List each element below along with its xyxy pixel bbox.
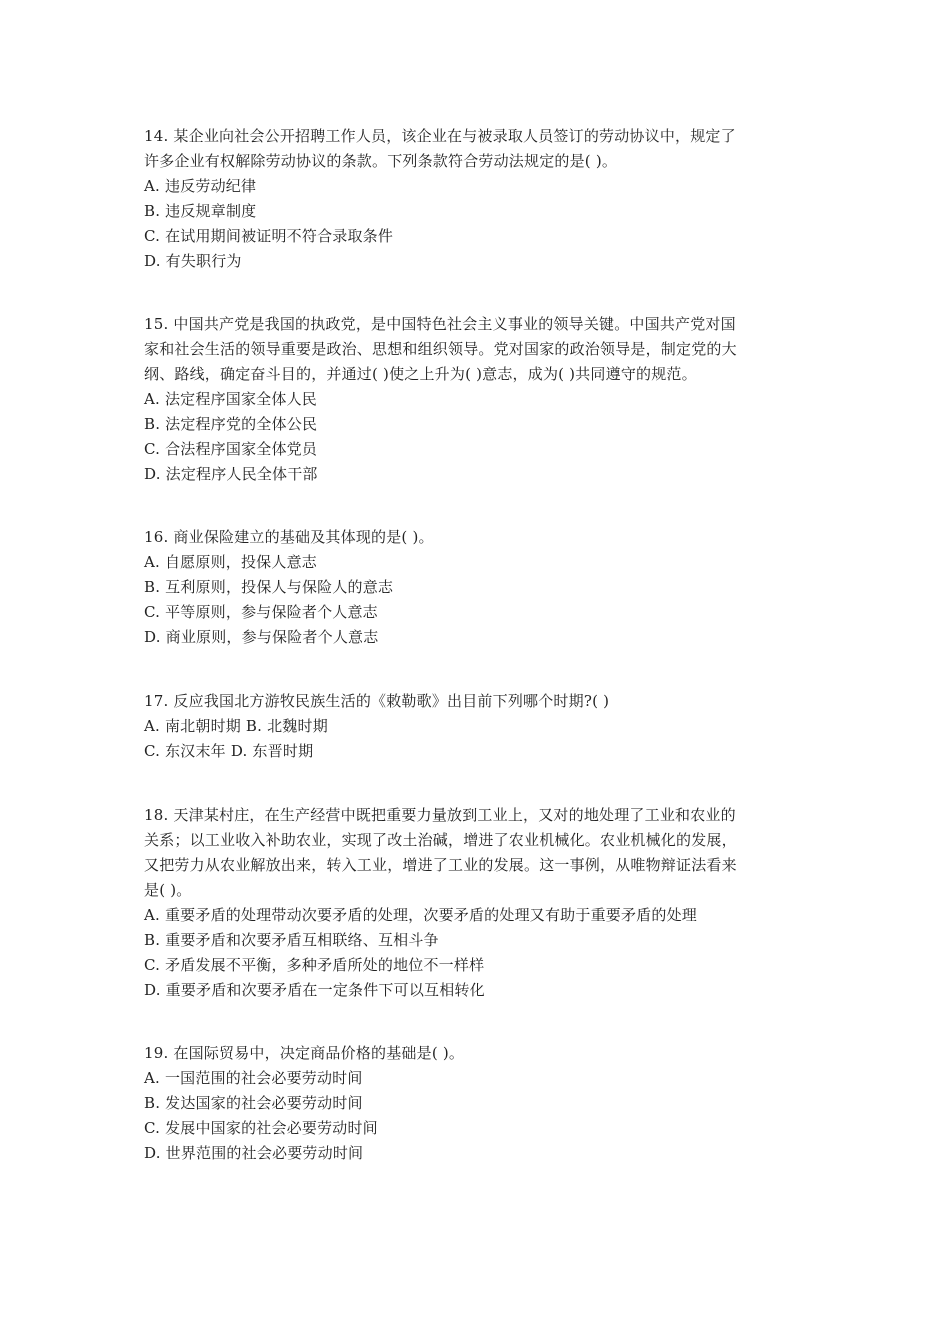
question-18-stem-line-1: 18. 天津某村庄，在生产经营中既把重要力量放到工业上，又对的地处理了工业和农业的 bbox=[144, 806, 736, 824]
question-15-option-b: B. 法定程序党的全体公民 bbox=[144, 415, 318, 433]
question-14-stem-line-1: 14. 某企业向社会公开招聘工作人员，该企业在与被录取人员签订的劳动协议中，规定了 bbox=[144, 127, 736, 145]
question-17-options-ab: A. 南北朝时期 B. 北魏时期 bbox=[144, 717, 328, 735]
question-17 bbox=[144, 689, 814, 764]
question-15-option-c: C. 合法程序国家全体党员 bbox=[144, 440, 318, 458]
question-19 bbox=[144, 1041, 814, 1166]
question-18-option-d: D. 重要矛盾和次要矛盾在一定条件下可以互相转化 bbox=[144, 981, 485, 999]
question-16-option-a: A. 自愿原则，投保人意志 bbox=[144, 553, 317, 571]
question-18-option-a: A. 重要矛盾的处理带动次要矛盾的处理，次要矛盾的处理又有助于重要矛盾的处理 bbox=[144, 906, 697, 924]
question-17-options-cd: C. 东汉末年 D. 东晋时期 bbox=[144, 742, 314, 760]
question-18-stem-line-4: 是( )。 bbox=[144, 881, 192, 899]
question-16-option-b: B. 互利原则，投保人与保险人的意志 bbox=[144, 578, 394, 596]
question-15-stem-line-1: 15. 中国共产党是我国的执政党，是中国特色社会主义事业的领导关键。中国共产党对国 bbox=[144, 315, 736, 333]
question-15-stem-line-3: 纲、路线，确定奋斗目的，并通过( )使之上升为( )意志，成为( )共同遵守的规范。 bbox=[144, 365, 697, 383]
question-15-option-a: A. 法定程序国家全体人民 bbox=[144, 390, 317, 408]
question-19-stem-line-1: 19. 在国际贸易中，决定商品价格的基础是( )。 bbox=[144, 1044, 465, 1062]
question-16-stem-line-1: 16. 商业保险建立的基础及其体现的是( )。 bbox=[144, 528, 434, 546]
question-14-option-d: D. 有失职行为 bbox=[144, 252, 242, 270]
question-19-option-d: D. 世界范围的社会必要劳动时间 bbox=[144, 1144, 364, 1162]
question-14-option-b: B. 违反规章制度 bbox=[144, 202, 257, 220]
question-14-option-a: A. 违反劳动纪律 bbox=[144, 177, 257, 195]
question-18-stem-line-2: 关系；以工业收入补助农业，实现了改土治碱，增进了农业机械化。农业机械化的发展， bbox=[144, 831, 737, 849]
question-15 bbox=[144, 312, 814, 487]
question-15-stem-line-2: 家和社会生活的领导重要是政治、思想和组织领导。党对国家的政治领导是，制定党的大 bbox=[144, 340, 737, 358]
question-14-stem-line-2: 许多企业有权解除劳动协议的条款。下列条款符合劳动法规定的是( )。 bbox=[144, 152, 618, 170]
question-16-option-d: D. 商业原则，参与保险者个人意志 bbox=[144, 628, 379, 646]
question-18-option-c: C. 矛盾发展不平衡，多种矛盾所处的地位不一样样 bbox=[144, 956, 485, 974]
question-16 bbox=[144, 525, 814, 650]
question-18-option-b: B. 重要矛盾和次要矛盾互相联络、互相斗争 bbox=[144, 931, 439, 949]
question-19-option-c: C. 发展中国家的社会必要劳动时间 bbox=[144, 1119, 378, 1137]
question-17-stem-line-1: 17. 反应我国北方游牧民族生活的《敕勒歌》出目前下列哪个时期?( ) bbox=[144, 692, 610, 710]
question-14 bbox=[144, 124, 814, 274]
question-15-option-d: D. 法定程序人民全体干部 bbox=[144, 465, 318, 483]
question-19-option-a: A. 一国范围的社会必要劳动时间 bbox=[144, 1069, 363, 1087]
question-18 bbox=[144, 803, 814, 1003]
question-19-option-b: B. 发达国家的社会必要劳动时间 bbox=[144, 1094, 363, 1112]
question-16-option-c: C. 平等原则，参与保险者个人意志 bbox=[144, 603, 378, 621]
question-14-option-c: C. 在试用期间被证明不符合录取条件 bbox=[144, 227, 394, 245]
question-18-stem-line-3: 又把劳力从农业解放出来，转入工业，增进了工业的发展。这一事例，从唯物辩证法看来 bbox=[144, 856, 737, 874]
